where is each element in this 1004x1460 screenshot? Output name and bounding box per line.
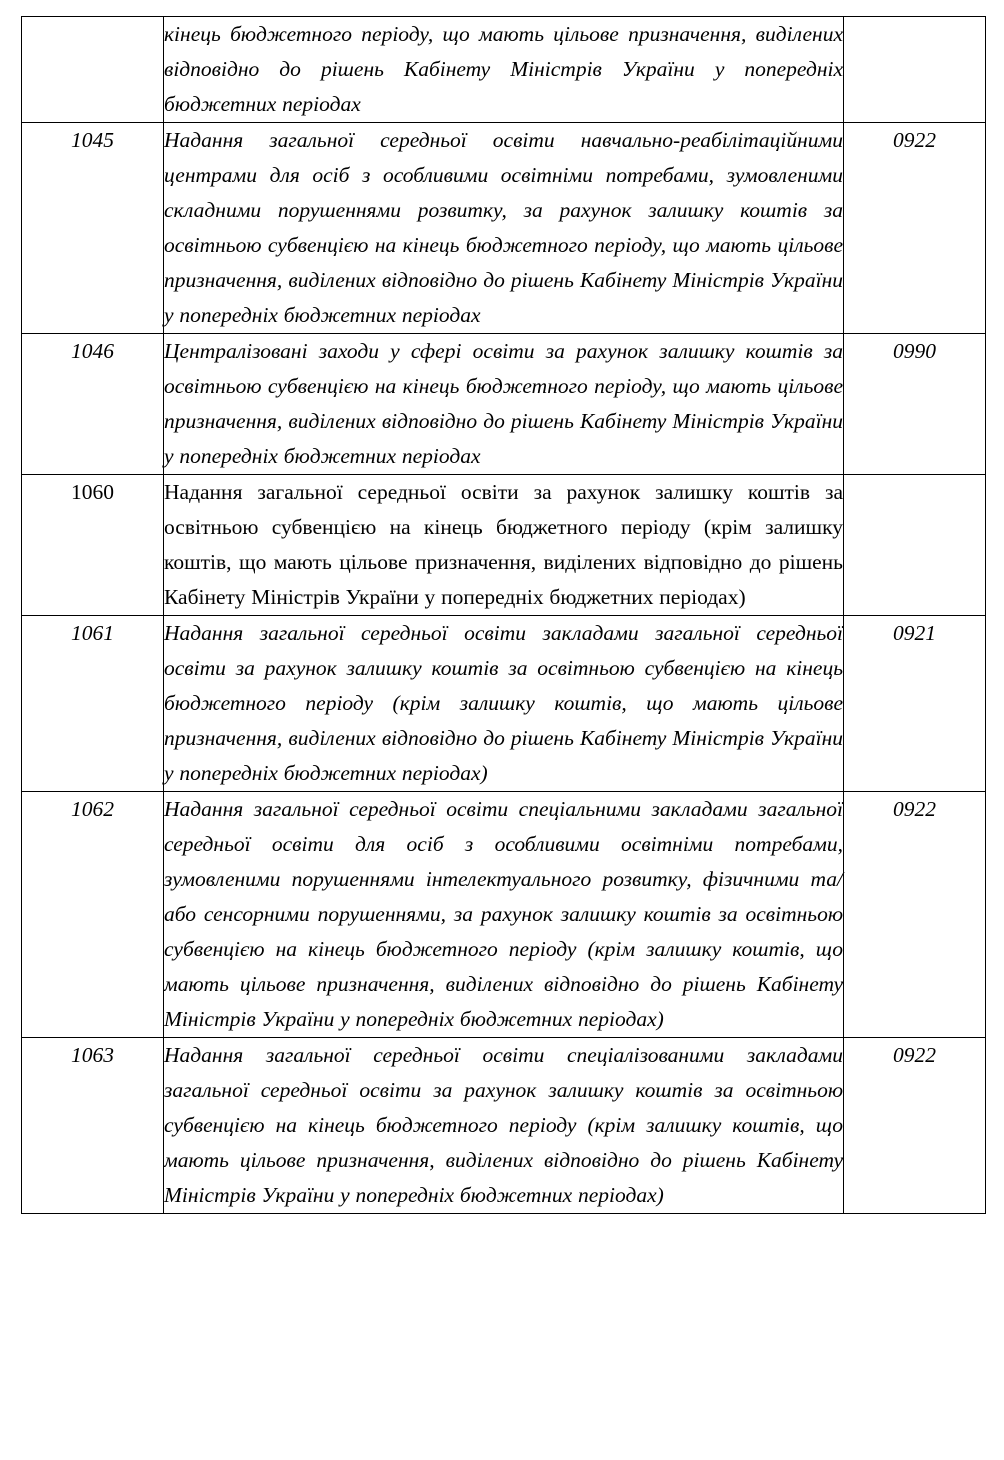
functional-code-cell: 0990 [844, 334, 986, 475]
table-row [22, 17, 986, 123]
table-row [22, 475, 986, 616]
table-row [22, 616, 986, 792]
program-code-cell: 1063 [22, 1038, 164, 1214]
program-name-cell: Надання загальної середньої освіти навчально-реабілітаційними центрами для осіб з особливими освітніми потребами, зумовленими складними порушеннями розвитку, за рахунок залишку коштів за освітньою субвенцією на кінець бюджетного періоду, що мають цільове призначення, виділених відповідно до рішень Кабінету Міністрів України у попередніх бюджетних періодах [164, 123, 844, 334]
program-code-cell: 1062 [22, 792, 164, 1038]
program-name-cell: Централізовані заходи у сфері освіти за рахунок залишку коштів за освітньою субвенцією на кінець бюджетного періоду, що мають цільове призначення, виділених відповідно до рішень Кабінету Міністрів України у попередніх бюджетних періодах [164, 334, 844, 475]
program-code-cell: 1045 [22, 123, 164, 334]
program-name-cell: кінець бюджетного періоду, що мають цільове призначення, виділених відповідно до рішень Кабінету Міністрів України у попередніх бюджетних періодах [164, 17, 844, 123]
program-name-cell: Надання загальної середньої освіти закладами загальної середньої освіти за рахунок залишку коштів за освітньою субвенцією на кінець бюджетного періоду (крім залишку коштів, що мають цільове призначення, виділених відповідно до рішень Кабінету Міністрів України у попередніх бюджетних періодах) [164, 616, 844, 792]
table-row [22, 123, 986, 334]
functional-code-cell [844, 17, 986, 123]
table-body [22, 17, 986, 1214]
program-code-cell: 1060 [22, 475, 164, 616]
program-name-cell: Надання загальної середньої освіти спеціалізованими закладами загальної середньої освіти за рахунок залишку коштів за освітньою субвенцією на кінець бюджетного періоду (крім залишку коштів, що мають цільове призначення, виділених відповідно до рішень Кабінету Міністрів України у попередніх бюджетних періодах) [164, 1038, 844, 1214]
program-name-cell: Надання загальної середньої освіти спеціальними закладами загальної середньої освіти для осіб з особливими освітніми потребами, зумовленими порушеннями інтелектуального розвитку, фізичними та/або сенсорними порушеннями, за рахунок залишку коштів за освітньою субвенцією на кінець бюджетного періоду (крім залишку коштів, що мають цільове призначення, виділених відповідно до рішень Кабінету Міністрів України у попередніх бюджетних періодах) [164, 792, 844, 1038]
functional-code-cell: 0922 [844, 1038, 986, 1214]
functional-code-cell [844, 475, 986, 616]
program-name-cell: Надання загальної середньої освіти за рахунок залишку коштів за освітньою субвенцією на кінець бюджетного періоду (крім залишку коштів, що мають цільове призначення, виділених відповідно до рішень Кабінету Міністрів України у попередніх бюджетних періодах) [164, 475, 844, 616]
functional-code-cell: 0922 [844, 792, 986, 1038]
functional-code-cell: 0921 [844, 616, 986, 792]
table-row [22, 334, 986, 475]
program-code-cell: 1061 [22, 616, 164, 792]
program-code-cell: 1046 [22, 334, 164, 475]
functional-code-cell: 0922 [844, 123, 986, 334]
program-code-cell [22, 17, 164, 123]
budget-program-table [21, 16, 986, 1214]
table-row [22, 1038, 986, 1214]
table-row [22, 792, 986, 1038]
